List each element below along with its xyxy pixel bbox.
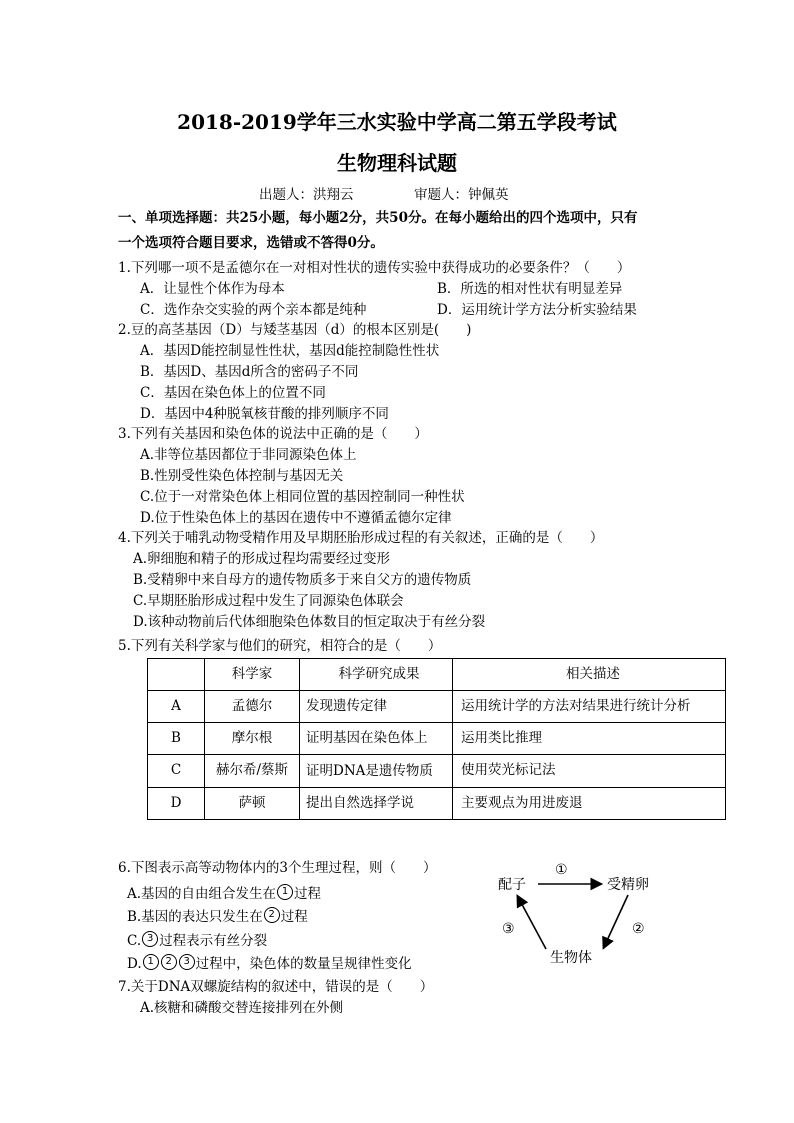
option-text: B.基因的表达只发生在 bbox=[127, 909, 263, 925]
table-cell: 证明DNA是遗传物质 bbox=[300, 755, 453, 788]
table-cell: 运用类比推理 bbox=[453, 723, 726, 755]
author-credit: 出题人：洪翔云 bbox=[259, 187, 354, 203]
question-6-option-a bbox=[127, 882, 321, 902]
question-1-option-d: D．运用统计学方法分析实验结果 bbox=[437, 302, 637, 318]
table-row bbox=[148, 755, 726, 788]
arrow-2 bbox=[604, 895, 628, 947]
table-cell: 提出自然选择学说 bbox=[300, 788, 453, 820]
table-cell: 赫尔希/蔡斯 bbox=[205, 755, 300, 788]
question-3-option-c: C.位于一对常染色体上相同位置的基因控制同一种性状 bbox=[140, 489, 465, 505]
question-6-option-c bbox=[127, 929, 267, 949]
circled-number: 2 bbox=[161, 954, 177, 970]
question-4-stem: 4.下列关于哺乳动物受精作用及早期胚胎形成过程的有关叙述，正确的是（ ） bbox=[118, 530, 604, 546]
circled-number: 1 bbox=[277, 884, 293, 900]
question-3-option-b: B.性别受性染色体控制与基因无关 bbox=[140, 468, 344, 484]
table-row bbox=[148, 691, 726, 723]
option-text: A.基因的自由组合发生在 bbox=[127, 886, 277, 902]
process-label-2: ② bbox=[632, 921, 645, 937]
table-cell: 运用统计学的方法对结果进行统计分析 bbox=[453, 691, 726, 723]
circled-number: 2 bbox=[264, 907, 280, 923]
node-gamete: 配子 bbox=[498, 877, 526, 893]
table-cell: 主要观点为用进废退 bbox=[453, 788, 726, 820]
option-text: D. bbox=[127, 956, 142, 972]
node-zygote: 受精卵 bbox=[607, 877, 649, 893]
question-4-option-a: A.卵细胞和精子的形成过程均需要经过变形 bbox=[133, 551, 391, 567]
question-7-option-a: A.核糖和磷酸交替连接排列在外侧 bbox=[140, 1000, 344, 1016]
node-organism: 生物体 bbox=[550, 950, 592, 966]
table-cell: D bbox=[148, 788, 205, 820]
arrow-3 bbox=[518, 897, 546, 949]
table-cell: C bbox=[148, 755, 205, 788]
question-2-stem: 2.豆的高茎基因（D）与矮茎基因（d）的根本区别是( ) bbox=[118, 322, 472, 338]
table-cell: 摩尔根 bbox=[205, 723, 300, 755]
option-text: 过程中，染色体的数量呈规律性变化 bbox=[195, 956, 412, 972]
question-2-option-c: C．基因在染色体上的位置不同 bbox=[140, 385, 326, 401]
table-cell: 发现遗传定律 bbox=[300, 691, 453, 723]
question-4-option-d: D.该种动物前后代体细胞染色体数目的恒定取决于有丝分裂 bbox=[133, 614, 486, 630]
option-text: C. bbox=[127, 933, 142, 949]
question-1-option-b: B．所选的相对性状有明显差异 bbox=[437, 281, 623, 297]
question-4-option-c: C.早期胚胎形成过程中发生了同源染色体联会 bbox=[133, 593, 404, 609]
table-cell: 孟德尔 bbox=[205, 691, 300, 723]
circled-number: 1 bbox=[143, 954, 159, 970]
exam-subtitle: 生物理科试题 bbox=[337, 151, 457, 175]
circled-number: 3 bbox=[179, 954, 195, 970]
question-6-stem: 6.下图表示高等动物体内的3个生理过程，则（ ） bbox=[118, 860, 437, 876]
question-5-stem: 5.下列有关科学家与他们的研究，相符合的是（ ） bbox=[118, 638, 442, 654]
option-text: 过程表示有丝分裂 bbox=[159, 933, 268, 949]
question-6-option-d bbox=[127, 952, 412, 972]
question-3-option-a: A.非等位基因都位于非同源染色体上 bbox=[140, 447, 357, 463]
option-text: 过程 bbox=[280, 909, 308, 925]
question-4-option-b: B.受精卵中来自母方的遗传物质多于来自父方的遗传物质 bbox=[133, 572, 472, 588]
question-1-stem: 1.下列哪一项不是孟德尔在一对相对性状的遗传实验中获得成功的必要条件？（ ） bbox=[118, 260, 631, 276]
question-3-stem: 3.下列有关基因和染色体的说法中正确的是（ ） bbox=[118, 426, 428, 442]
life-cycle-diagram bbox=[490, 855, 690, 970]
scientists-table bbox=[147, 658, 726, 820]
question-7-stem: 7.关于DNA双螺旋结构的叙述中，错误的是（ ） bbox=[118, 979, 434, 995]
question-2-option-a: A．基因D能控制显性性状，基因d能控制隐性性状 bbox=[140, 343, 440, 359]
question-1-option-c: C．选作杂交实验的两个亲本都是纯种 bbox=[140, 302, 367, 318]
question-1-option-a: A．让显性个体作为母本 bbox=[140, 281, 285, 297]
table-cell: B bbox=[148, 723, 205, 755]
process-label-1: ① bbox=[555, 862, 568, 878]
table-cell: A bbox=[148, 691, 205, 723]
table-header-row bbox=[148, 659, 726, 691]
table-header-cell: 科学家 bbox=[205, 659, 300, 691]
question-2-option-d: D．基因中4种脱氧核苷酸的排列顺序不同 bbox=[140, 406, 389, 422]
process-label-3: ③ bbox=[502, 921, 515, 937]
table-cell: 证明基因在染色体上 bbox=[300, 723, 453, 755]
reviewer-credit: 审题人：钟佩英 bbox=[414, 187, 509, 203]
section-heading-line2: 一个选项符合题目要求，选错或不答得0分。 bbox=[118, 235, 384, 251]
table-row bbox=[148, 723, 726, 755]
table-header-cell: 科学研究成果 bbox=[300, 659, 453, 691]
table-cell: 萨顿 bbox=[205, 788, 300, 820]
question-2-option-b: B．基因D、基因d所含的密码子不同 bbox=[140, 364, 359, 380]
question-3-option-d: D.位于性染色体上的基因在遗传中不遵循孟德尔定律 bbox=[140, 510, 452, 526]
table-header-cell bbox=[148, 659, 205, 691]
section-heading-line1: 一、单项选择题：共25小题，每小题2分，共50分。在每小题给出的四个选项中，只有 bbox=[118, 210, 638, 226]
option-text: 过程 bbox=[294, 886, 322, 902]
exam-title: 2018-2019学年三水实验中学高二第五学段考试 bbox=[177, 110, 617, 134]
table-cell: 使用荧光标记法 bbox=[453, 755, 726, 788]
table-row bbox=[148, 788, 726, 820]
table-header-cell: 相关描述 bbox=[453, 659, 726, 691]
question-6-option-b bbox=[127, 905, 308, 925]
circled-number: 3 bbox=[142, 931, 158, 947]
